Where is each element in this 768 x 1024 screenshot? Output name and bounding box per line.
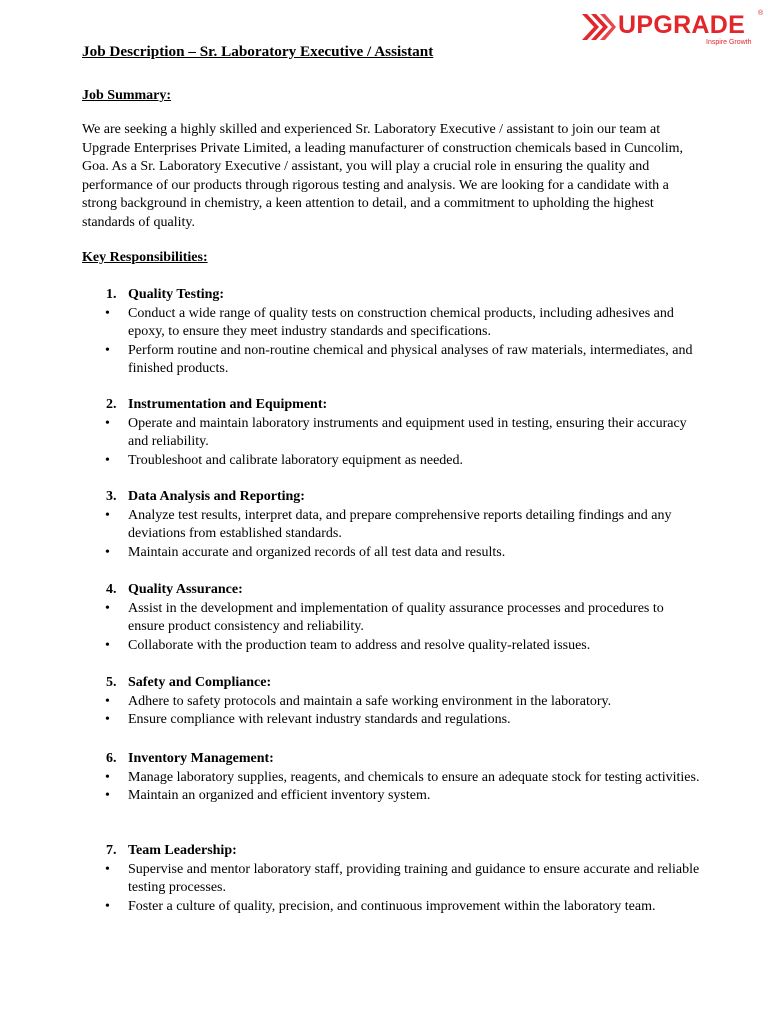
bullet-glyph: •	[105, 788, 110, 803]
section-number: 3.	[106, 489, 117, 504]
bullet-item	[82, 693, 702, 712]
section-title	[82, 396, 702, 415]
bullet-glyph: •	[105, 769, 110, 785]
bullet-item	[82, 711, 702, 730]
responsibility-section	[82, 286, 702, 379]
logo-name: UPGRADE	[618, 11, 746, 39]
bullet-text: Ensure compliance with relevant industry standards and regulations.	[128, 712, 511, 727]
bullet-item	[82, 342, 702, 379]
page-title: Job Description – Sr. Laboratory Executive / Assistant	[82, 43, 434, 60]
bullet-item	[82, 507, 702, 544]
bullet-item	[82, 898, 702, 917]
bullet-item	[82, 544, 702, 563]
bullet-glyph: •	[105, 898, 110, 914]
section-name: Team Leadership:	[128, 843, 237, 858]
key-responsibilities-heading: Key Responsibilities:	[82, 250, 208, 265]
bullet-text: Analyze test results, interpret data, and prepare comprehensive reports detailing findings and any deviations from established standards.	[128, 507, 672, 541]
bullet-glyph: •	[105, 342, 110, 358]
responsibility-section	[82, 396, 702, 470]
bullet-glyph: •	[105, 415, 110, 431]
bullet-glyph: •	[105, 637, 110, 653]
section-name: Quality Assurance:	[128, 582, 243, 597]
bullet-text: Manage laboratory supplies, reagents, and chemicals to ensure an adequate stock for testing activities.	[128, 769, 700, 785]
job-summary-text: We are seeking a highly skilled and experienced Sr. Laboratory Executive / assistant to join our team at Upgrade Enterprises Private Limited, a leading manufacturer of construction chemicals based in Cuncolim, Goa. As a Sr. Laboratory Executive / assistant, you will play a crucial role in ensuring the quality and performance of our products through rigorous testing and analysis. We are looking for a candidate with a strong background in chemistry, a keen attention to detail, and a commitment to upholding the highest standards of quality.	[82, 122, 684, 230]
section-number: 1.	[106, 287, 117, 302]
section-number: 6.	[106, 751, 117, 766]
section-title	[82, 750, 702, 769]
bullet-text: Troubleshoot and calibrate laboratory equipment as needed.	[128, 452, 463, 468]
bullet-text: Conduct a wide range of quality tests on construction chemical products, including adhesives and epoxy, to ensure they meet industry standards and specifications.	[128, 305, 674, 339]
company-logo	[580, 6, 764, 52]
bullet-glyph: •	[105, 305, 110, 321]
bullet-item	[82, 787, 702, 806]
bullet-glyph: •	[105, 507, 110, 523]
bullet-item	[82, 415, 702, 452]
bullet-glyph: •	[105, 712, 110, 727]
section-number: 2.	[106, 397, 117, 412]
bullet-text: Collaborate with the production team to address and resolve quality-related issues.	[128, 637, 591, 653]
responsibility-section	[82, 674, 702, 730]
bullet-text: Maintain accurate and organized records of all test data and results.	[128, 544, 506, 560]
section-name: Safety and Compliance:	[128, 675, 272, 690]
bullet-item	[82, 452, 702, 471]
bullet-text: Operate and maintain laboratory instruments and equipment used in testing, ensuring their accuracy and reliability.	[128, 415, 687, 449]
responsibility-section	[82, 488, 702, 562]
bullet-item	[82, 861, 702, 898]
section-title	[82, 488, 702, 507]
logo-registered-mark: ®	[758, 10, 764, 17]
section-name: Quality Testing:	[128, 287, 225, 302]
bullet-text: Supervise and mentor laboratory staff, providing training and guidance to ensure accurate and reliable testing processes.	[128, 861, 700, 895]
section-number: 4.	[106, 582, 117, 597]
logo-tagline: Inspire Growth	[706, 39, 752, 46]
responsibility-section	[82, 581, 702, 655]
section-title	[82, 674, 702, 693]
section-title	[82, 581, 702, 600]
bullet-glyph: •	[105, 452, 110, 468]
bullet-glyph: •	[105, 600, 110, 616]
bullet-text: Adhere to safety protocols and maintain a safe working environment in the laboratory.	[128, 693, 612, 709]
bullet-item	[82, 769, 702, 788]
bullet-glyph: •	[105, 544, 110, 560]
bullet-item	[82, 600, 702, 637]
responsibility-section	[82, 842, 702, 916]
bullet-text: Foster a culture of quality, precision, and continuous improvement within the laboratory team.	[128, 898, 656, 914]
upgrade-chevron-logo-icon	[580, 10, 616, 44]
bullet-text: Assist in the development and implementation of quality assurance processes and procedures to ensure product consistency and reliability.	[128, 600, 664, 634]
bullet-text: Maintain an organized and efficient inventory system.	[128, 788, 431, 803]
section-title	[82, 842, 702, 861]
bullet-glyph: •	[105, 861, 110, 877]
responsibility-section	[82, 750, 702, 806]
bullet-glyph: •	[105, 693, 110, 709]
bullet-text: Perform routine and non-routine chemical and physical analyses of raw materials, intermediates, and finished products.	[128, 342, 693, 376]
section-number: 7.	[106, 843, 117, 858]
section-name: Data Analysis and Reporting:	[128, 489, 305, 504]
section-name: Inventory Management:	[128, 751, 274, 766]
section-number: 5.	[106, 675, 117, 690]
bullet-item	[82, 637, 702, 656]
job-summary-heading: Job Summary:	[82, 88, 172, 103]
section-name: Instrumentation and Equipment:	[128, 397, 328, 412]
bullet-item	[82, 305, 702, 342]
section-title	[82, 286, 702, 305]
